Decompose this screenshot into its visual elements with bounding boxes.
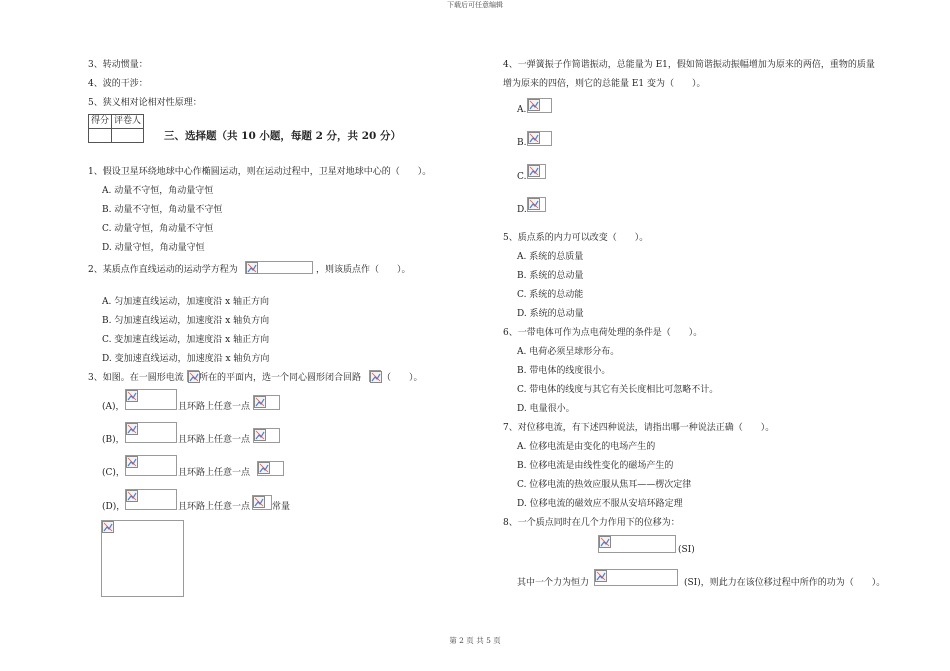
- q7-option-d: D. 位移电流的磁效应不服从安培环路定理: [517, 499, 683, 509]
- q3-stem-c: （ ）。: [382, 373, 423, 383]
- q2-option-b: B. 匀加速直线运动，加速度沿 x 轴负方向: [102, 316, 270, 326]
- q8-si-unit: (SI): [678, 545, 695, 555]
- page-footer: 第 2 页 共 5 页: [449, 636, 501, 645]
- q4-option-d-label: D.: [517, 205, 527, 215]
- broken-image-icon: [595, 570, 607, 582]
- q6-option-b: B. 带电体的线度很小。: [517, 366, 611, 376]
- broken-image-icon: [253, 496, 265, 508]
- q2-stem-prefix: 2、某质点作直线运动的运动学方程为: [88, 265, 238, 275]
- q5-option-d: D. 系统的总动量: [517, 309, 584, 319]
- q3-option-c-text: 且环路上任意一点: [178, 468, 251, 478]
- q2-option-d: D. 变加速直线运动，加速度沿 x 轴负方向: [102, 354, 270, 364]
- q4-option-b-label: B.: [517, 138, 527, 148]
- q3-option-d-formula-image: [125, 489, 177, 510]
- q3-option-a-formula-image: [125, 389, 177, 410]
- q4-option-c-image: [527, 164, 546, 179]
- q1-option-a: A. 动量不守恒，角动量守恒: [102, 186, 214, 196]
- q2-option-a: A. 匀加速直线运动，加速度沿 x 轴正方向: [102, 297, 270, 307]
- q8-line2-prefix: 其中一个力为恒力: [517, 578, 590, 588]
- broken-image-icon: [126, 423, 138, 435]
- q4-stem-line2: 增为原来的四倍，则它的总能量 E1 变为（ ）。: [503, 79, 706, 89]
- broken-image-icon: [370, 371, 382, 383]
- term-item-moment-of-inertia: 3、转动惯量：: [88, 60, 148, 70]
- term-item-wave-interference: 4、波的干涉：: [88, 79, 148, 89]
- section-title: 三、选择题（共 10 小题，每题 2 分，共 20 分）: [164, 130, 401, 142]
- q1-option-d: D. 动量守恒，角动量守恒: [102, 243, 205, 253]
- q3-option-b-formula-image: [125, 422, 177, 443]
- q5-option-a: A. 系统的总质量: [517, 252, 584, 262]
- q3-loop-image: [369, 370, 381, 382]
- q3-current-image: [187, 370, 199, 382]
- broken-image-icon: [126, 490, 138, 502]
- q3-stem-b: 所在的平面内，选一个同心圆形闭合回路: [199, 373, 362, 383]
- q4-option-a-image: [527, 98, 552, 113]
- q8-force-image: [594, 569, 678, 586]
- q3-option-d-label: (D)，: [102, 502, 126, 512]
- q4-option-c-label: C.: [517, 172, 527, 182]
- term-item-relativity-principle: 5、狭义相对论相对性原理：: [88, 98, 202, 108]
- q7-stem: 7、对位移电流，有下述四种说法，请指出哪一种说法正确（ ）。: [503, 423, 775, 433]
- q5-option-b: B. 系统的总动量: [517, 271, 584, 281]
- q7-option-b: B. 位移电流是由线性变化的磁场产生的: [517, 461, 674, 471]
- q6-option-d: D. 电量很小。: [517, 404, 575, 414]
- q5-option-c: C. 系统的总动能: [517, 290, 584, 300]
- reviewer-cell: 评卷人: [112, 115, 144, 129]
- q4-stem-line1: 4、一弹簧振子作简谐振动，总能量为 E1，假如简谐振动振幅增加为原来的两倍，重物的质量: [503, 60, 875, 70]
- q6-stem: 6、一带电体可作为点电荷处理的条件是（ ）。: [503, 328, 703, 338]
- broken-image-icon: [528, 132, 540, 144]
- q1-stem: 1、假设卫星环绕地球中心作椭圆运动，则在运动过程中，卫星对地球中心的（ ）。: [88, 167, 432, 177]
- q3-option-a-label: (A)，: [102, 402, 125, 412]
- q3-stem-a: 3、如图。在一圆形电流: [88, 373, 184, 383]
- broken-image-icon: [254, 396, 266, 408]
- q3-option-a-field-image: [253, 395, 280, 410]
- page-header: 下载后可任意编辑: [447, 1, 503, 9]
- q8-displacement-image: [598, 535, 676, 553]
- q1-option-b: B. 动量不守恒，角动量不守恒: [102, 205, 223, 215]
- broken-image-icon: [599, 536, 611, 548]
- broken-image-icon: [258, 462, 270, 474]
- q8-stem: 8、一个质点同时在几个力作用下的位移为：: [503, 518, 680, 528]
- grading-table: [88, 114, 144, 143]
- q3-option-b-label: (B)，: [102, 435, 125, 445]
- q7-option-c: C. 位移电流的热效应服从焦耳——楞次定律: [517, 480, 692, 490]
- broken-image-icon: [102, 521, 114, 533]
- q3-option-d-tail: 常量: [272, 502, 291, 512]
- q3-option-b-field-image: [253, 428, 280, 443]
- q3-option-a-text: 且环路上任意一点: [178, 402, 251, 412]
- q4-option-b-image: [527, 131, 552, 146]
- broken-image-icon: [528, 165, 540, 177]
- q2-stem-suffix: ，则该质点作（ ）。: [316, 265, 411, 275]
- q3-option-c-label: (C)，: [102, 468, 125, 478]
- score-cell: 得分: [89, 115, 112, 129]
- q3-figure-image: [101, 520, 184, 597]
- q7-option-a: A. 位移电流是由变化的电场产生的: [517, 442, 656, 452]
- q3-option-d-field-image: [252, 495, 272, 510]
- q3-option-b-text: 且环路上任意一点: [178, 435, 251, 445]
- q4-option-d-image: [527, 197, 546, 212]
- q3-option-c-formula-image: [125, 455, 177, 476]
- q6-option-a: A. 电荷必须呈球形分布。: [517, 347, 620, 357]
- q5-stem: 5、质点系的内力可以改变（ ）。: [503, 233, 649, 243]
- q4-option-a-label: A.: [517, 105, 527, 115]
- q1-option-c: C. 动量守恒，角动量不守恒: [102, 224, 214, 234]
- broken-image-icon: [126, 390, 138, 402]
- q3-option-d-text: 且环路上任意一点: [178, 502, 251, 512]
- broken-image-icon: [246, 262, 258, 274]
- broken-image-icon: [528, 198, 540, 210]
- score-blank: [89, 129, 112, 143]
- reviewer-blank: [112, 129, 144, 143]
- q3-option-c-field-image: [257, 461, 284, 476]
- q2-option-c: C. 变加速直线运动，加速度沿 x 轴正方向: [102, 335, 270, 345]
- q2-equation-image: [245, 261, 313, 274]
- q6-option-c: C. 带电体的线度与其它有关长度相比可忽略不计。: [517, 385, 719, 395]
- broken-image-icon: [254, 429, 266, 441]
- q8-line2-suffix: (SI)，则此力在该位移过程中所作的功为（ ）。: [684, 578, 886, 588]
- broken-image-icon: [528, 99, 540, 111]
- broken-image-icon: [126, 456, 138, 468]
